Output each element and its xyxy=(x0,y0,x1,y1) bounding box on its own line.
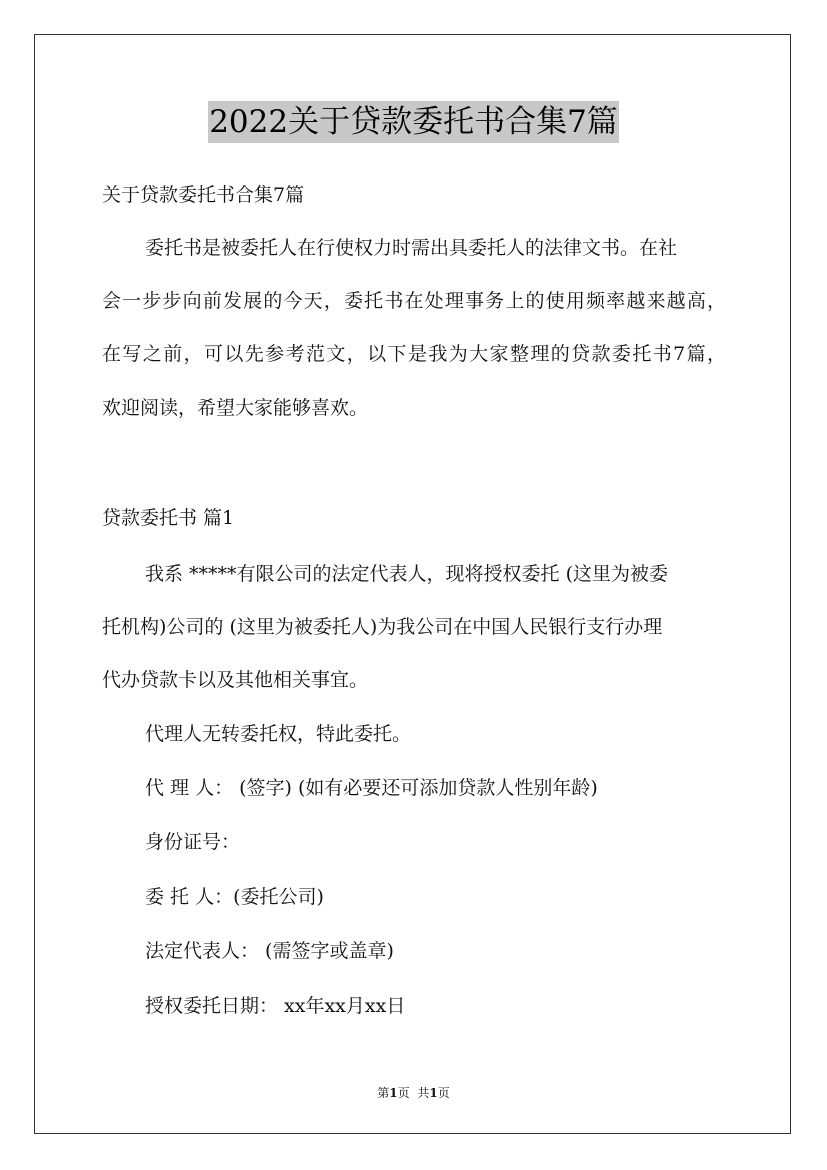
field-principal: 委 托 人：(委托公司) xyxy=(145,886,324,908)
intro-line-2: 会一步步向前发展的今天，委托书在处理事务上的使用频率越来越高， xyxy=(102,290,726,312)
page-unit: 页 xyxy=(397,1086,410,1100)
field-legal-representative: 法定代表人： (需签字或盖章) xyxy=(145,940,394,962)
section-body-line-2: 托机构)公司的 (这里为被委托人)为我公司在中国人民银行支行办理 xyxy=(102,616,663,638)
section-body-line-1: 我系 *****有限公司的法定代表人，现将授权委托 (这里为被委 xyxy=(145,563,668,585)
page-prefix: 第 xyxy=(377,1086,390,1100)
field-authorization-date: 授权委托日期： xx年xx月xx日 xyxy=(145,995,406,1017)
intro-line-3: 在写之前，可以先参考范文，以下是我为大家整理的贷款委托书7篇， xyxy=(102,343,726,365)
no-transfer-statement: 代理人无转委托权，特此委托。 xyxy=(145,723,412,745)
page-footer xyxy=(0,1085,827,1101)
total-prefix: 共 xyxy=(417,1086,430,1100)
field-agent: 代 理 人： (签字) (如有必要还可添加贷款人性别年龄) xyxy=(145,777,598,799)
section-body-line-3: 代办贷款卡以及其他相关事宜。 xyxy=(102,669,369,691)
title-container xyxy=(0,101,827,143)
section-heading: 贷款委托书 篇1 xyxy=(102,507,235,529)
total-pages: 1 xyxy=(429,1086,438,1100)
document-subtitle: 关于贷款委托书合集7篇 xyxy=(102,184,305,206)
document-title: 2022关于贷款委托书合集7篇 xyxy=(208,101,619,143)
total-unit: 页 xyxy=(437,1086,450,1100)
page-number: 1 xyxy=(389,1086,398,1100)
field-id-number: 身份证号： xyxy=(145,831,241,853)
intro-line-4: 欢迎阅读，希望大家能够喜欢。 xyxy=(102,397,369,419)
intro-line-1: 委托书是被委托人在行使权力时需出具委托人的法律文书。在社 xyxy=(145,237,678,259)
